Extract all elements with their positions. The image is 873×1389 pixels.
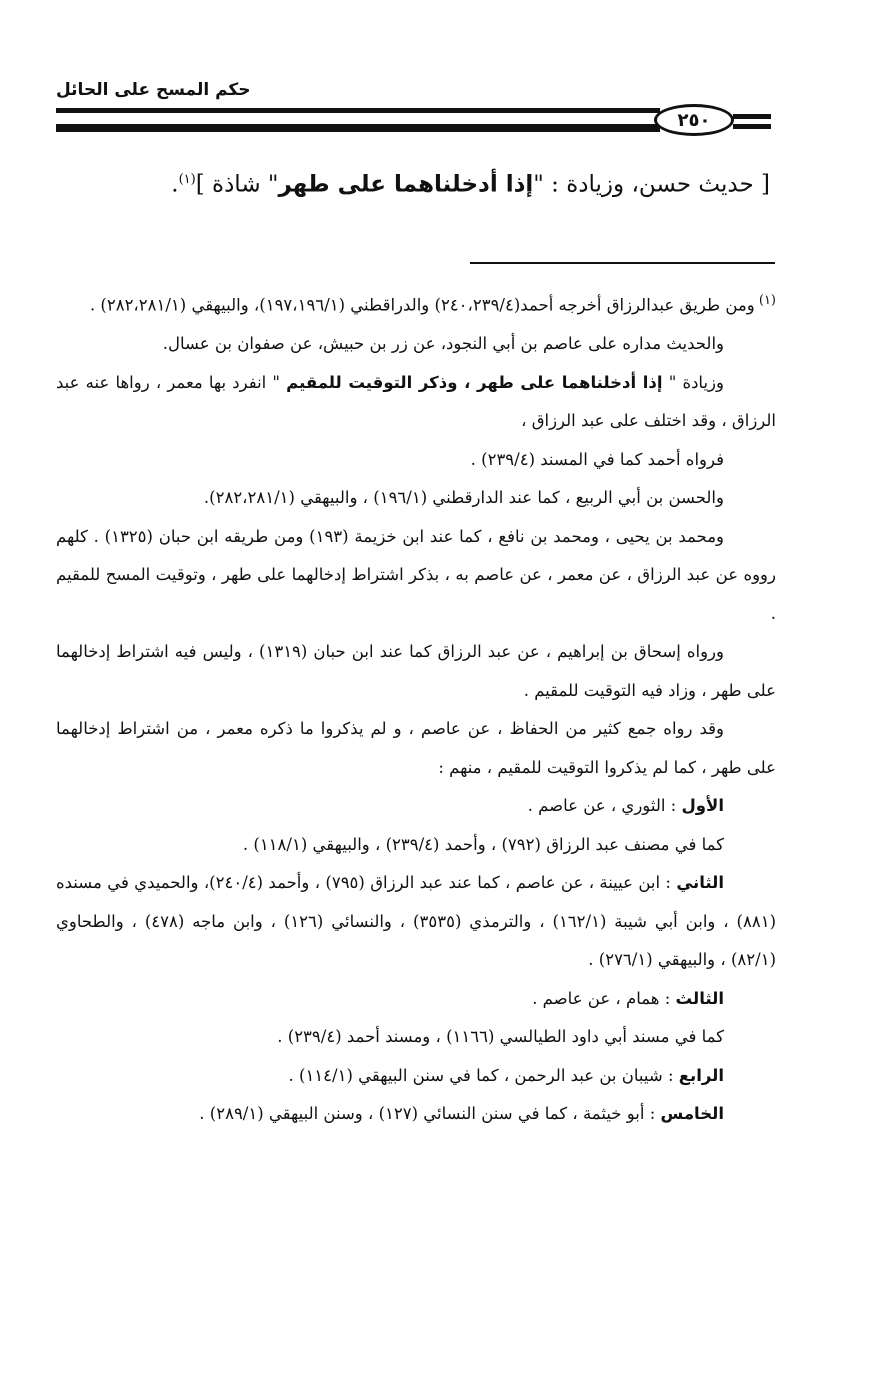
- main-text: [80, 160, 770, 205]
- page-number: ٢٥٠: [677, 109, 711, 131]
- footnote-paragraph: [56, 1095, 776, 1134]
- footnote-text: كما في مصنف عبد الرزاق (٧٩٢) ، وأحمد (٢٣٩/٤) ، والبيهقي (١١٨/١) .: [242, 834, 724, 854]
- header-rule-bottom: [56, 124, 660, 132]
- footnote-bold-text: الرابع: [678, 1065, 724, 1085]
- footnote-text: ومحمد بن يحيى ، ومحمد بن نافع ، كما عند ابن خزيمة (١٩٣) ومن طريقه ابن حبان (١٣٢٥) . كلهم رووه عن عبد الرزاق ، عن معمر ، عن عاصم به ، بذكر اشتراط إدخالهما على طهر ، وتوقيت المسح للمقيم .: [56, 526, 776, 623]
- footnote-ref-marker: (١): [178, 172, 196, 187]
- footnote-paragraph: [56, 864, 776, 980]
- footnote-paragraph: [56, 364, 776, 441]
- footnote-paragraph: [56, 282, 776, 325]
- header-rule-right-top: [733, 114, 771, 119]
- page-number-badge: [654, 104, 734, 136]
- footnote-text: فرواه أحمد كما في المسند (٢٣٩/٤) .: [470, 449, 724, 469]
- footnote-text: وزيادة ": [662, 372, 724, 392]
- footnote-paragraph: [56, 1057, 776, 1096]
- footnotes-section: [56, 282, 776, 1134]
- footnote-text: : همام ، عن عاصم .: [532, 988, 676, 1008]
- footnote-separator: [470, 262, 775, 264]
- footnote-bold-text: الثاني: [676, 873, 724, 892]
- footnote-bold-text: إذا أدخلناهما على طهر ، وذكر التوقيت للمقيم: [286, 372, 663, 392]
- main-text-start: [ حديث حسن، وزيادة : ": [533, 171, 770, 198]
- footnote-text: والحسن بن أبي الربيع ، كما عند الدارقطني (١٩٦/١) ، والبيهقي (٢٨٢،٢٨١/١).: [203, 488, 724, 507]
- footnote-paragraph: [56, 479, 776, 518]
- footnote-paragraph: [56, 826, 776, 865]
- footnote-text: : ابن عيينة ، عن عاصم ، كما عند عبد الرزاق (٧٩٥) ، وأحمد (٢٤٠/٤)، والحميدي في مسنده (٨٨١) ، وابن أبي شيبة (١٦٢/١) ، والترمذي (٣٥٣٥) ، والنسائي (١٢٦) ، وابن ماجه (٤٧٨) ، والطحاوي (٨٢/١) ، والبيهقي (٢٧٦/١) .: [56, 873, 776, 969]
- main-text-period: .: [171, 171, 179, 198]
- footnote-paragraph: [56, 1018, 776, 1057]
- running-header-title: حكم المسح على الحائل: [56, 80, 251, 100]
- header-rule-right-bottom: [733, 124, 771, 129]
- footnote-paragraph: [56, 710, 776, 787]
- footnote-bold-text: الثالث: [675, 988, 724, 1008]
- footnote-text: كما في مسند أبي داود الطيالسي (١١٦٦) ، ومسند أحمد (٢٣٩/٤) .: [277, 1027, 724, 1046]
- footnote-paragraph: [56, 787, 776, 826]
- footnote-text: : الثوري ، عن عاصم .: [527, 796, 682, 815]
- footnote-number: (١): [754, 293, 776, 308]
- footnote-text: : أبو خيثمة ، كما في سنن النسائي (١٢٧) ، وسنن البيهقي (٢٨٩/١) .: [199, 1104, 661, 1123]
- footnote-text: والحديث مداره على عاصم بن أبي النجود، عن زر بن حبيش، عن صفوان بن عسال.: [162, 334, 724, 353]
- footnote-text: : شيبان بن عبد الرحمن ، كما في سنن البيهقي (١١٤/١) .: [288, 1065, 679, 1085]
- footnote-paragraph: [56, 518, 776, 634]
- footnote-paragraph: [56, 980, 776, 1019]
- footnote-paragraph: [56, 325, 776, 364]
- footnote-text: وقد رواه جمع كثير من الحفاظ ، عن عاصم ، و لم يذكروا ما ذكره معمر ، من اشتراط إدخالهما على طهر ، كما لم يذكروا التوقيت للمقيم ، منهم :: [56, 719, 776, 777]
- main-text-bold: إذا أدخلناهما على طهر: [278, 171, 534, 198]
- main-text-end: " شاذة ]: [195, 171, 279, 198]
- footnote-text: " انفرد بها معمر ، رواها عنه عبد الرزاق ، وقد اختلف على عبد الرزاق ،: [56, 372, 776, 430]
- footnote-bold-text: الأول: [681, 796, 724, 815]
- footnote-paragraph: [56, 633, 776, 710]
- header-rule-top: [56, 108, 660, 113]
- footnote-bold-text: الخامس: [660, 1104, 724, 1123]
- footnote-text: ورواه إسحاق بن إبراهيم ، عن عبد الرزاق كما عند ابن حبان (١٣١٩) ، وليس فيه اشتراط إدخالهما على طهر ، وزاد فيه التوقيت للمقيم .: [56, 642, 776, 700]
- footnote-text: ومن طريق عبدالرزاق أخرجه أحمد(٢٤٠،٢٣٩/٤) والدراقطني (١٩٧،١٩٦/١)، والبيهقي (٢٨٢،٢٨١/١) .: [89, 295, 755, 315]
- footnote-paragraph: [56, 441, 776, 480]
